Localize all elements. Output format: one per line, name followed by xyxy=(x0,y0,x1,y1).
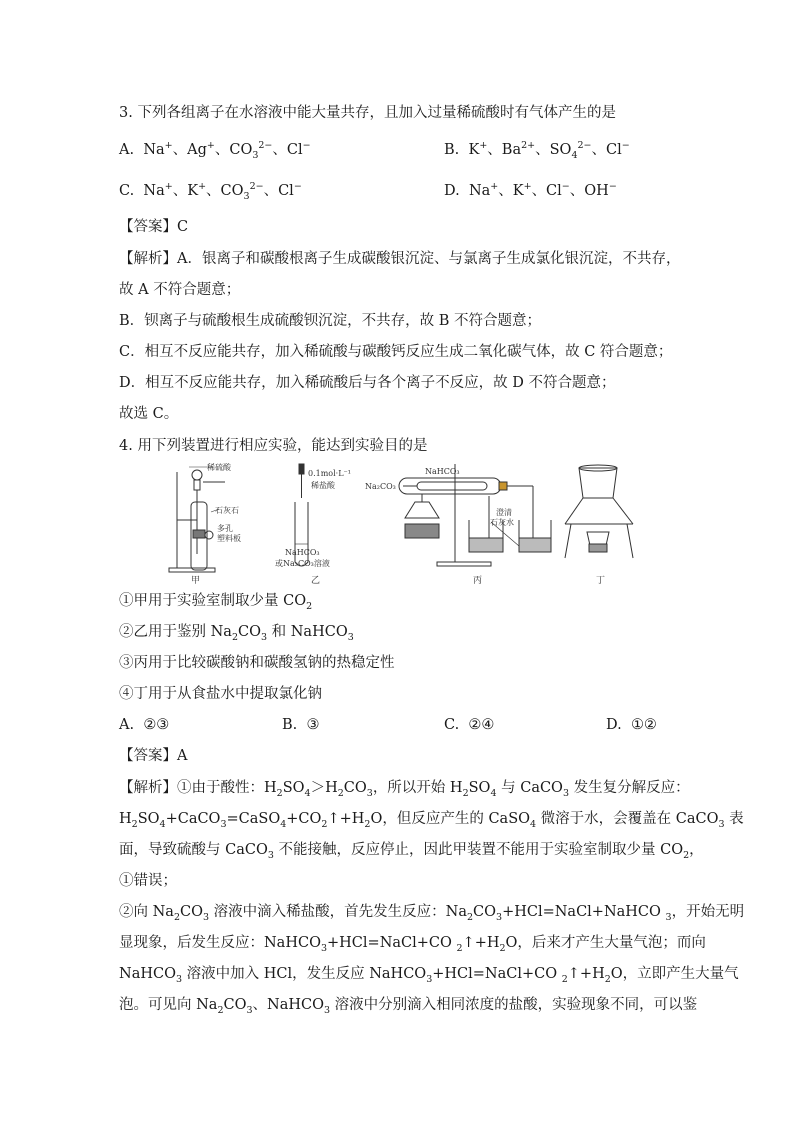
q3-option-b xyxy=(444,140,630,160)
q3-analysis-line: D．相互不反应能共存，加入稀硫酸后与各个离子不反应，故 D 不符合题意； xyxy=(119,375,616,391)
q3-analysis-line: 故 A 不符合题意； xyxy=(119,282,241,298)
caption-bing: 丙 xyxy=(473,576,483,584)
q4-option-d xyxy=(606,715,657,735)
q4-analysis-line: NaHCO$_3$ 溶液中加入 HCl，发生反应 NaHCO$_3$+HCl=NaCl+CO $_2↑+H_2O$，立即产生大量气 xyxy=(119,966,739,985)
q3-analysis-line: B．钡离子与硫酸根生成硫酸钡沉淀，不共存，故 B 不符合题意； xyxy=(119,313,542,329)
q4-option-a xyxy=(119,715,169,735)
yi-acid-label: 稀盐酸 xyxy=(311,481,335,490)
option-letter: A. xyxy=(119,717,135,733)
bing-limewater-label-2: 石灰水 xyxy=(490,518,514,527)
q4-option-c xyxy=(444,715,494,735)
jia-acid-label: 稀硫酸 xyxy=(207,463,231,472)
q4-analysis-line: $H_2SO_4+CaCO_3=CaSO_4+CO_2↑+H_2O$，但反应产生的 CaSO$_4$ 微溶于水，会覆盖在 CaCO$_3$ 表 xyxy=(119,811,744,830)
q4-analysis-line: 显现象，后发生反应：NaHCO$_3$+HCl=NaCl+CO $_2↑+H_2O$，后来才产生大量气泡；而向 xyxy=(119,935,706,954)
apparatus-jia xyxy=(169,467,225,572)
q4-analysis-line: 面，导致硫酸与 CaCO$_3$ 不能接触，反应停止，因此甲装置不能用于实验室制取少量 $CO_2$， xyxy=(119,842,704,861)
q4-item: ③丙用于比较碳酸钠和碳酸氢钠的热稳定性 xyxy=(119,655,395,671)
bing-nahco3-label: NaHCO₃ xyxy=(425,467,460,476)
yi-concentration-label: 0.1mol·L⁻¹ xyxy=(308,469,351,478)
bing-limewater-label-1: 澄清 xyxy=(496,508,512,517)
option-ions: Na+、Ag+、$CO_3^{2-}$、Cl− xyxy=(143,140,311,161)
option-letter: A. xyxy=(119,142,135,158)
caption-jia: 甲 xyxy=(191,576,201,584)
caption-ding: 丁 xyxy=(596,576,606,584)
q4-item: ②乙用于鉴别 $Na_2CO_3$ 和 NaHCO$_3$ xyxy=(119,624,354,643)
q4-item: ①甲用于实验室制取少量 $CO_2$ xyxy=(119,593,313,612)
option-ions: K+、$Ba^{2+}$、$SO_4^{2-}$、Cl− xyxy=(468,140,630,161)
option-letter: C. xyxy=(444,717,460,733)
q4-option-b xyxy=(282,715,319,735)
q4-analysis-line: 泡。可见向 $Na_2CO_3$、NaHCO$_3$ 溶液中分别滴入相同浓度的盐酸，实验现象不同，可以鉴 xyxy=(119,997,698,1016)
q4-answer: 【答案】A xyxy=(119,748,188,764)
q3-stem: 3. 下列各组离子在水溶液中能大量共存，且加入过量稀硫酸时有气体产生的是 xyxy=(119,105,616,121)
q3-analysis-line: 【解析】A．银离子和碳酸根离子生成碳酸银沉淀、与氯离子生成氯化银沉淀，不共存， xyxy=(119,251,681,267)
q3-answer: 【答案】C xyxy=(119,219,189,235)
yi-solution-label-1: NaHCO₃ xyxy=(285,548,320,557)
option-ions: Na+、K+、$CO_3^{2-}$、Cl− xyxy=(143,181,302,202)
q4-item: ④丁用于从食盐水中提取氯化钠 xyxy=(119,686,322,702)
option-letter: C. xyxy=(119,183,135,199)
q4-analysis-line: 【解析】①由于酸性：$H_2SO_4>H_2CO_3$，所以开始 $H_2SO_4$ 与 CaCO$_3$ 发生复分解反应： xyxy=(119,780,690,799)
jia-stone-label: 石灰石 xyxy=(215,506,239,515)
apparatus-bing xyxy=(399,464,551,566)
caption-yi: 乙 xyxy=(311,576,321,584)
option-text: ②③ xyxy=(143,717,170,733)
option-text: ③ xyxy=(306,717,320,733)
bing-na2co3-label: Na₂CO₃ xyxy=(365,482,396,491)
option-text: ②④ xyxy=(468,717,495,733)
option-text: ①② xyxy=(630,717,657,733)
q4-analysis-line: ②向 $Na_2CO_3$ 溶液中滴入稀盐酸，首先发生反应：$Na_2CO_3+HCl=NaCl+NaHCO$ $_3$，开始无明 xyxy=(119,904,745,923)
jia-plate-label-1: 多孔 xyxy=(217,524,233,533)
q4-stem: 4. 用下列装置进行相应实验，能达到实验目的是 xyxy=(119,438,428,454)
option-letter: D. xyxy=(444,183,460,199)
option-letter: B. xyxy=(282,717,298,733)
option-ions: Na+、K+、Cl−、OH− xyxy=(468,181,617,199)
apparatus-diagram xyxy=(167,462,667,584)
apparatus-ding xyxy=(565,465,633,558)
q3-option-d xyxy=(444,181,617,201)
option-letter: D. xyxy=(606,717,622,733)
jia-plate-label-2: 塑料板 xyxy=(217,534,241,543)
q3-analysis-line: 故选 C。 xyxy=(119,406,179,422)
q4-analysis-line: ①错误； xyxy=(119,873,177,889)
apparatus-figure xyxy=(167,462,667,584)
q3-analysis-line: C．相互不反应能共存，加入稀硫酸与碳酸钙反应生成二氧化碳气体，故 C 符合题意； xyxy=(119,344,673,360)
q3-option-a xyxy=(119,140,311,160)
q3-option-c xyxy=(119,181,302,201)
yi-solution-label-2: 或Na₂CO₃溶液 xyxy=(275,559,330,568)
option-letter: B. xyxy=(444,142,460,158)
